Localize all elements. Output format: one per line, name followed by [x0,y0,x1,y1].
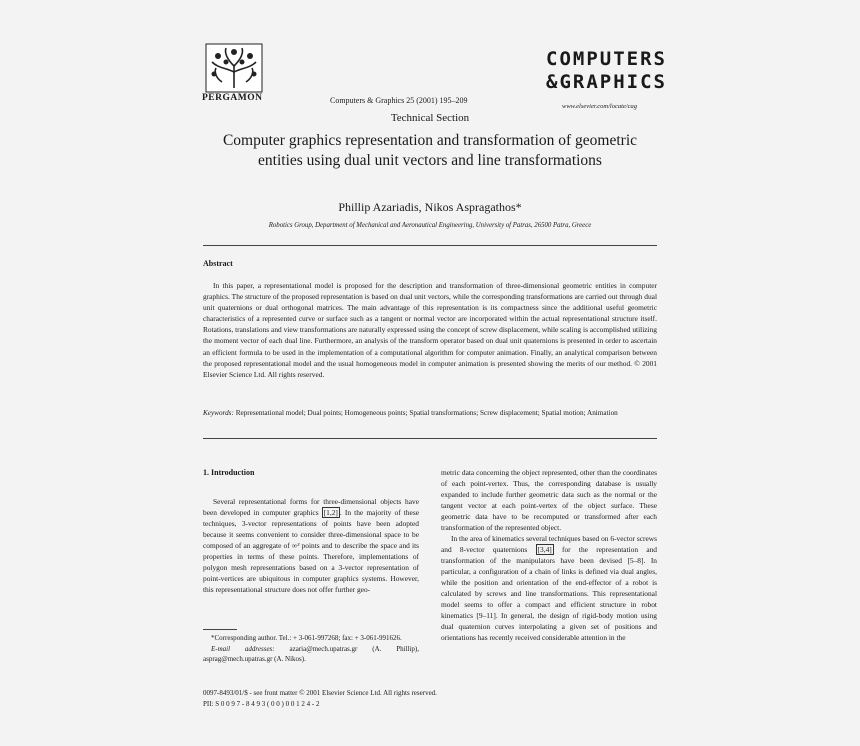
journal-url[interactable]: www.elsevier.com/locate/cag [562,103,637,110]
copyright-line: 0097-8493/01/$ - see front matter © 2001 Elsevier Science Ltd. All rights reserved. [203,689,437,697]
footnote-divider [203,629,237,630]
divider-bottom [203,438,657,439]
publisher-name: PERGAMON [202,93,263,103]
infinity-cubed-symbol: ∞³ [291,541,300,550]
intro-text-d: In the area of kinematics several techniques based on 6-vector screws and 8-vector quaternions [441,534,657,554]
intro-text-a: Several representational forms for three-dimensional objects have been developed in computer graphics [203,497,419,517]
footnote-email-label: E-mail addresses: [211,644,275,653]
divider-top [203,245,657,246]
abstract-text: In this paper, a representational model is proposed for the description and transformation of three-dimensional geometric entities in computer graphics. The structure of the proposed representation is based on dual unit vectors, while the corresponding transformations are carried out through dual unit quaternions or dual orthogonal matrices. The main advantage of this representation is its compactness since the additional useful geometric characteristics of a represented curve or surface such as a tangent or normal vector are incorporated within the actual representational structure itself. Rotations, translations and view transformations are naturally expressed using the concept of screw displacement, while scaling is accomplished utilizing the moment vector of each dual line. Furthermore, an analysis of the transform operator based on dual unit quaternions is presented in order to ascertain an efficient formula to be used in the implementation of a computational algorithm for computer animation. Finally, an analytical comparison between the proposed representational model and the usual homogeneous model in computer animation is presented showing the merits of our method. © 2001 Elsevier Science Ltd. All rights reserved. [203,281,657,379]
paper-title: Computer graphics representation and transformation of geometric entities using dual unit vectors and line transformations [222,132,638,169]
intro-heading: 1. Introduction [203,468,255,477]
right-column [441,467,657,643]
left-column [203,467,419,595]
keywords [203,408,657,419]
section-label: Technical Section [390,112,470,124]
footnote-corresponding: *Corresponding author. Tel.: + 3-061-997268; fax: + 3-061-991626. [211,634,402,642]
abstract-heading: Abstract [203,259,233,268]
paper-authors: Phillip Azariadis, Nikos Aspragathos* [338,200,522,214]
keywords-text: Representational model; Dual points; Homogeneous points; Spatial transformations; Screw displacement; Spatial motion; Animation [233,409,618,417]
intro-text-e: for the representation and transformation of the manipulators have been devised [5–8]. In particular, a configuration of a chain of links is defined via dual angles, while the position and orientation of the end-effector of a robot is calculated by screws and line transformations. This representational model seems to offer a compact and efficient structure in robot kinematics [9–11]. In general, the design of rigid-body motion using dual quaternion curves interpolating a given set of positions and orientations has recently received considerable attention in the [441,545,657,642]
footnote-email-text: azaria@mech.upatras.gr (A. Phillip), asprag@mech.upatras.gr (A. Nikos). [203,644,420,663]
copyright-block [203,688,437,709]
footnote [203,633,419,665]
journal-logo-line2: &GRAPHICS [546,71,667,93]
intro-text-c: points and to describe the space and its properties in terms of these points. Therefore, implementations of polygon mesh representations based on a 3-vector representation of point-vertices are ubiquitous in computer graphics systems. However, this representational structure does not offer further geo- [203,541,419,594]
intro-text-b: . In the majority of these techniques, 3-vector representations of points have been adopted because it seems convenient to consider three-dimensional space to be composed of an aggregate of [203,508,419,550]
journal-reference: Computers & Graphics 25 (2001) 195–209 [330,96,468,105]
intro-paragraph-2 [441,533,657,643]
journal-logo-line1: COMPUTERS [546,48,667,70]
citation-link-1-2[interactable]: [1,2] [323,508,338,517]
intro-paragraph-1 [203,496,419,595]
paper-affiliation: Robotics Group, Department of Mechanical and Aeronautical Engineering, University of Patras, 26500 Patra, Greece [268,222,592,229]
intro-paragraph-continued: metric data concerning the object represented, other than the coordinates of each point-vertex. Thus, the corresponding database is usually expanded to include further geometric data such as the normal or the tangent vector at each point-vertex of the object surface. These geometric data have to be recomputed or transformed after each transformation of the represented object. [441,468,657,532]
keywords-label: Keywords: [203,409,234,417]
pii-line: PII: S 0 0 9 7 - 8 4 9 3 ( 0 0 ) 0 0 1 2 4 - 2 [203,699,320,708]
footnote-email [203,644,419,665]
journal-logo [546,48,667,94]
citation-link-3-4[interactable]: [3,4] [537,545,552,554]
